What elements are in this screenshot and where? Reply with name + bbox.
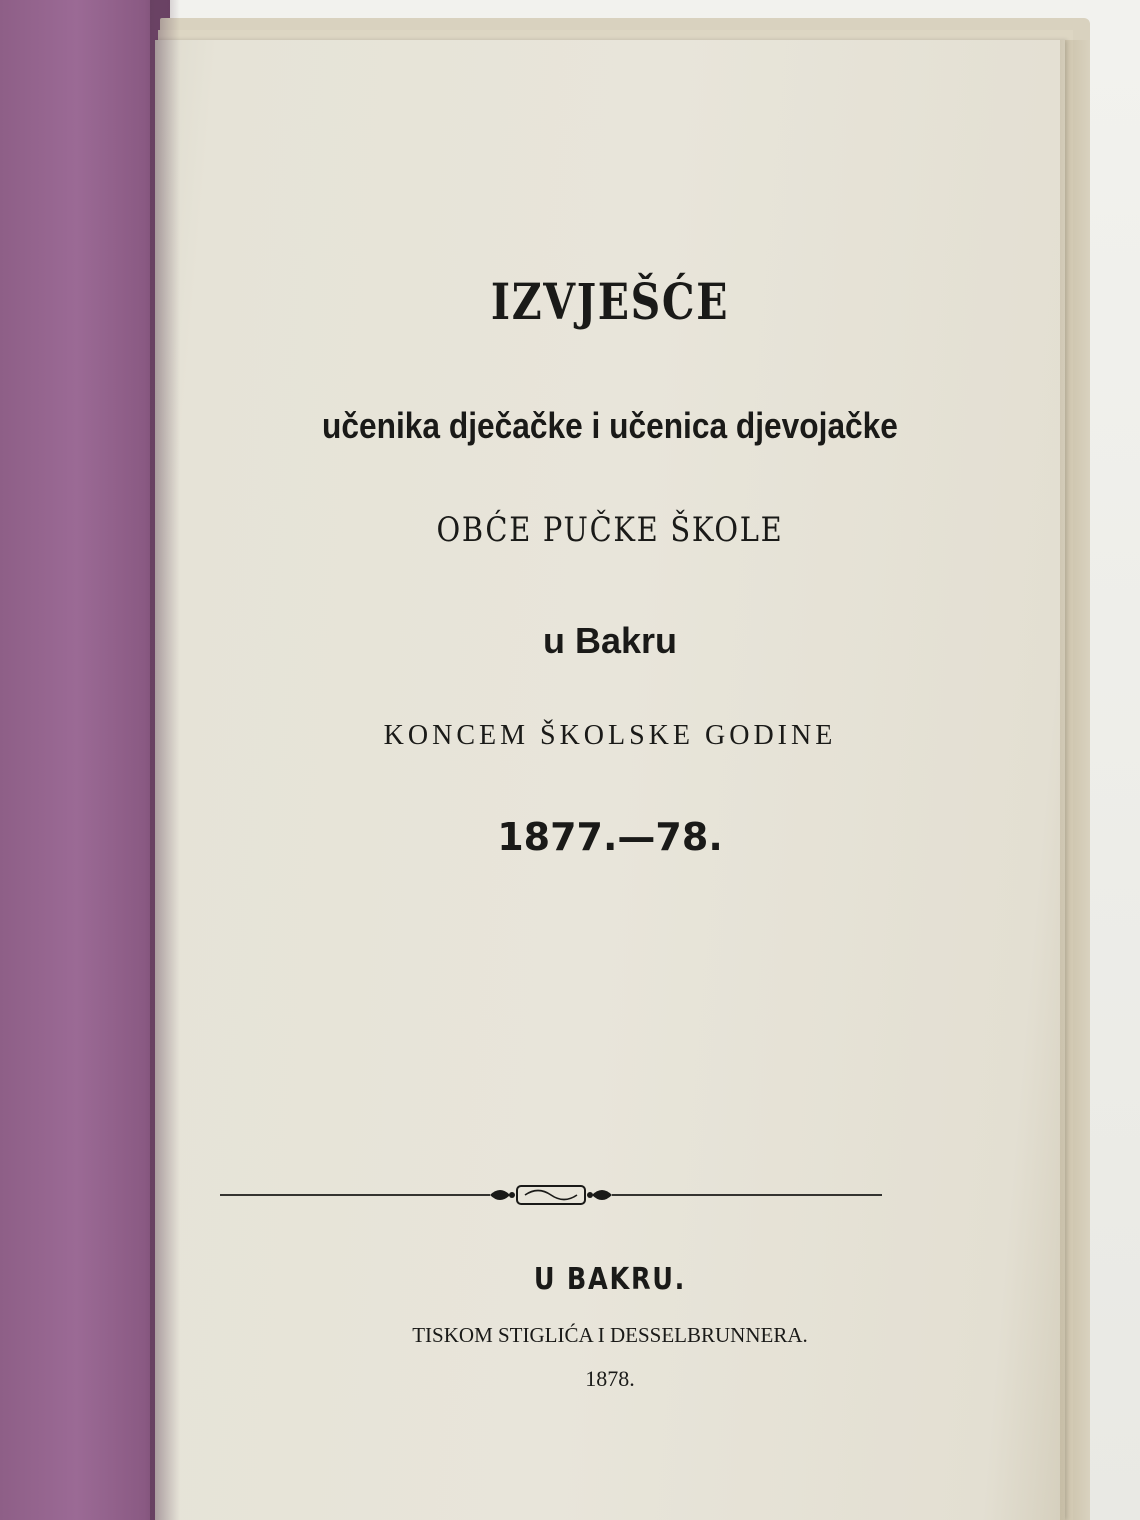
imprint-printer: TISKOM STIGLIĆA I DESSELBRUNNERA.: [412, 1323, 808, 1347]
page-title: IZVJEŠĆE: [490, 272, 730, 331]
page-subtitle: učenika dječačke i učenica djevojačke: [322, 405, 898, 446]
title-page: [155, 40, 1065, 1520]
school-years: 1877.—78.: [497, 815, 723, 859]
cover-shadow: [150, 0, 180, 1520]
imprint-year: 1878.: [585, 1366, 635, 1391]
imprint-place: U BAKRU.: [533, 1262, 687, 1297]
school-name: OBĆE PUČKE ŠKOLE: [436, 510, 784, 550]
school-location: u Bakru: [542, 620, 678, 661]
school-term: KONCEM ŠKOLSKE GODINE: [383, 720, 837, 751]
purple-cover: [0, 0, 170, 1520]
fleuron-rule-icon: [220, 1180, 882, 1210]
page-edge-wear: [1060, 40, 1090, 1520]
